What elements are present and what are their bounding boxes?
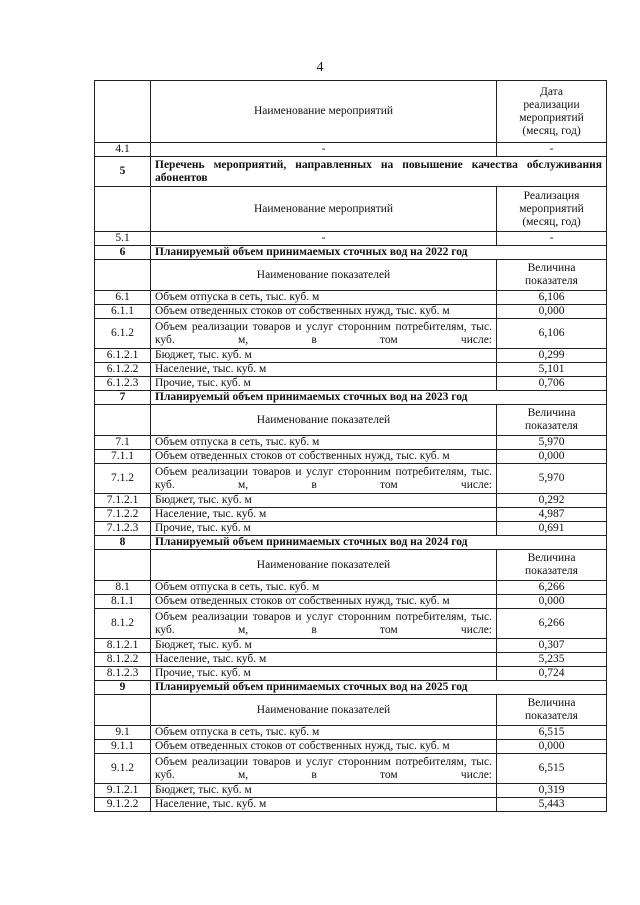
header-name-cell: Наименование показателей	[151, 405, 497, 436]
page-number: 4	[316, 60, 324, 75]
row-value: -	[497, 232, 607, 246]
table-row	[95, 784, 607, 798]
header-number-cell	[95, 81, 151, 143]
header-number-cell	[95, 187, 151, 232]
table-row	[95, 349, 607, 363]
row-number: 7.1.2.1	[95, 494, 151, 508]
section-number: 6	[95, 246, 151, 260]
table-header-row	[95, 695, 607, 726]
row-number: 9.1.2	[95, 754, 151, 784]
section-number: 5	[95, 157, 151, 187]
row-number: 7.1.1	[95, 450, 151, 464]
row-number: 8.1.2.1	[95, 639, 151, 653]
section-row	[95, 246, 607, 260]
row-value: 5,101	[497, 363, 607, 377]
row-value: 0,319	[497, 784, 607, 798]
table-row	[95, 363, 607, 377]
row-value: 0,724	[497, 667, 607, 681]
row-name: Бюджет, тыс. куб. м	[151, 639, 497, 653]
row-value: -	[497, 143, 607, 157]
row-value: 6,106	[497, 319, 607, 349]
header-number-cell	[95, 260, 151, 291]
section-row	[95, 681, 607, 695]
section-number: 9	[95, 681, 151, 695]
row-number: 7.1	[95, 436, 151, 450]
header-value-cell: Величина показателя	[497, 405, 607, 436]
header-name-cell: Наименование мероприятий	[151, 187, 497, 232]
row-number: 6.1	[95, 291, 151, 305]
row-name: Объем отведенных стоков от собственных нужд, тыс. куб. м	[151, 740, 497, 754]
table-row	[95, 377, 607, 391]
row-name: Объем реализации товаров и услуг сторонним потребителям, тыс. куб. м, в том числе:	[151, 754, 497, 784]
row-value: 5,970	[497, 464, 607, 494]
row-number: 8.1.1	[95, 595, 151, 609]
row-name: Объем отведенных стоков от собственных нужд, тыс. куб. м	[151, 595, 497, 609]
table-header-row	[95, 405, 607, 436]
row-number: 9.1.2.1	[95, 784, 151, 798]
row-value: 6,106	[497, 291, 607, 305]
section-number: 7	[95, 391, 151, 405]
row-name: Объем отведенных стоков от собственных нужд, тыс. куб. м	[151, 450, 497, 464]
row-value: 6,266	[497, 609, 607, 639]
row-name: Бюджет, тыс. куб. м	[151, 349, 497, 363]
header-number-cell	[95, 550, 151, 581]
header-name-cell: Наименование показателей	[151, 695, 497, 726]
table-header-row	[95, 81, 607, 143]
row-name: -	[151, 143, 497, 157]
table-header-row	[95, 550, 607, 581]
section-title: Перечень мероприятий, направленных на повышение качества обслуживания абонентов	[151, 157, 607, 187]
row-name: Объем реализации товаров и услуг сторонним потребителям, тыс. куб. м, в том числе:	[151, 319, 497, 349]
row-value: 5,235	[497, 653, 607, 667]
row-value: 0,706	[497, 377, 607, 391]
table-row	[95, 595, 607, 609]
table-row	[95, 319, 607, 349]
row-number: 7.1.2.2	[95, 508, 151, 522]
row-number: 8.1.2.2	[95, 653, 151, 667]
row-number: 7.1.2	[95, 464, 151, 494]
section-title: Планируемый объем принимаемых сточных вод на 2024 год	[151, 536, 607, 550]
table-row	[95, 754, 607, 784]
header-number-cell	[95, 695, 151, 726]
row-value: 0,292	[497, 494, 607, 508]
table-row	[95, 143, 607, 157]
row-name: Население, тыс. куб. м	[151, 508, 497, 522]
table-row	[95, 667, 607, 681]
row-number: 8.1.2.3	[95, 667, 151, 681]
table-row	[95, 305, 607, 319]
row-value: 0,307	[497, 639, 607, 653]
row-name: Объем реализации товаров и услуг сторонним потребителям, тыс. куб. м, в том числе:	[151, 609, 497, 639]
row-name: Объем реализации товаров и услуг сторонним потребителям, тыс. куб. м, в том числе:	[151, 464, 497, 494]
header-name-cell: Наименование показателей	[151, 260, 497, 291]
row-number: 6.1.2	[95, 319, 151, 349]
row-number: 9.1	[95, 726, 151, 740]
table-row	[95, 232, 607, 246]
section-number: 8	[95, 536, 151, 550]
table-row	[95, 581, 607, 595]
row-name: Прочие, тыс. куб. м	[151, 522, 497, 536]
section-title: Планируемый объем принимаемых сточных вод на 2022 год	[151, 246, 607, 260]
table-row	[95, 609, 607, 639]
table-row	[95, 639, 607, 653]
row-name: Объем отведенных стоков от собственных нужд, тыс. куб. м	[151, 305, 497, 319]
row-name: Объем отпуска в сеть, тыс. куб. м	[151, 581, 497, 595]
table-header-row	[95, 260, 607, 291]
table-row	[95, 653, 607, 667]
header-number-cell	[95, 405, 151, 436]
row-name: Прочие, тыс. куб. м	[151, 667, 497, 681]
report-table	[94, 80, 607, 812]
header-value-cell: Величина показателя	[497, 695, 607, 726]
row-name: Население, тыс. куб. м	[151, 363, 497, 377]
table-row	[95, 450, 607, 464]
row-number: 6.1.2.2	[95, 363, 151, 377]
row-number: 6.1.2.1	[95, 349, 151, 363]
row-number: 9.1.2.2	[95, 798, 151, 812]
row-name: Прочие, тыс. куб. м	[151, 377, 497, 391]
row-name: Бюджет, тыс. куб. м	[151, 494, 497, 508]
row-name: Бюджет, тыс. куб. м	[151, 784, 497, 798]
row-number: 6.1.2.3	[95, 377, 151, 391]
row-name: -	[151, 232, 497, 246]
row-value: 0,000	[497, 305, 607, 319]
row-value: 5,970	[497, 436, 607, 450]
row-value: 0,000	[497, 450, 607, 464]
row-number: 8.1.2	[95, 609, 151, 639]
table-row	[95, 726, 607, 740]
header-value-cell: Дата реализации мероприятий (месяц, год)	[497, 81, 607, 143]
row-value: 6,515	[497, 754, 607, 784]
row-name: Объем отпуска в сеть, тыс. куб. м	[151, 291, 497, 305]
row-value: 0,000	[497, 595, 607, 609]
row-value: 0,299	[497, 349, 607, 363]
row-value: 6,266	[497, 581, 607, 595]
table-row	[95, 464, 607, 494]
row-number: 6.1.1	[95, 305, 151, 319]
row-name: Население, тыс. куб. м	[151, 653, 497, 667]
row-number: 9.1.1	[95, 740, 151, 754]
row-number: 4.1	[95, 143, 151, 157]
row-number: 7.1.2.3	[95, 522, 151, 536]
section-title: Планируемый объем принимаемых сточных вод на 2023 год	[151, 391, 607, 405]
section-row	[95, 157, 607, 187]
row-name: Объем отпуска в сеть, тыс. куб. м	[151, 436, 497, 450]
table-row	[95, 436, 607, 450]
table-row	[95, 522, 607, 536]
row-value: 0,691	[497, 522, 607, 536]
row-name: Объем отпуска в сеть, тыс. куб. м	[151, 726, 497, 740]
header-value-cell: Величина показателя	[497, 550, 607, 581]
row-value: 6,515	[497, 726, 607, 740]
section-row	[95, 536, 607, 550]
table-row	[95, 291, 607, 305]
table-row	[95, 494, 607, 508]
row-number: 5.1	[95, 232, 151, 246]
section-title: Планируемый объем принимаемых сточных вод на 2025 год	[151, 681, 607, 695]
row-value: 4,987	[497, 508, 607, 522]
row-value: 0,000	[497, 740, 607, 754]
table-header-row	[95, 187, 607, 232]
row-number: 8.1	[95, 581, 151, 595]
header-name-cell: Наименование мероприятий	[151, 81, 497, 143]
row-value: 5,443	[497, 798, 607, 812]
header-name-cell: Наименование показателей	[151, 550, 497, 581]
section-row	[95, 391, 607, 405]
header-value-cell: Величина показателя	[497, 260, 607, 291]
header-value-cell: Реализация мероприятий (месяц, год)	[497, 187, 607, 232]
table-row	[95, 740, 607, 754]
table-row	[95, 798, 607, 812]
row-name: Население, тыс. куб. м	[151, 798, 497, 812]
table-row	[95, 508, 607, 522]
